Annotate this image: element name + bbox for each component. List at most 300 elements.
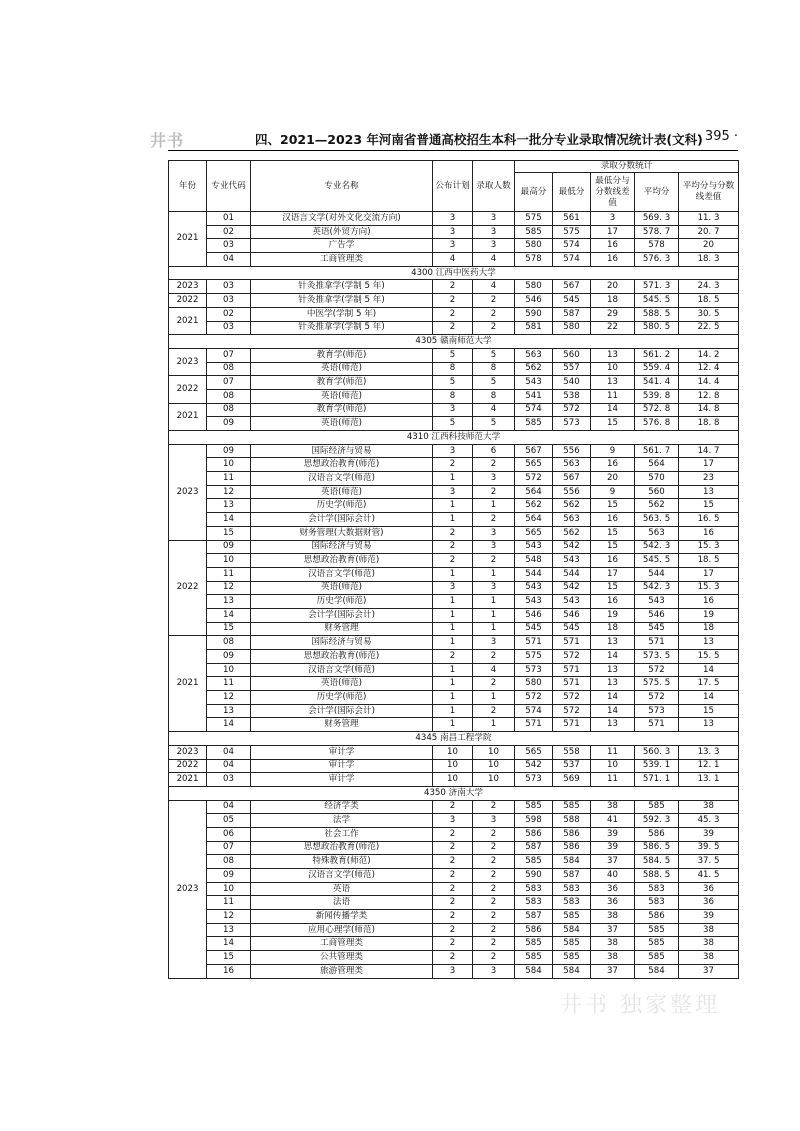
min-diff-cell: 11 — [591, 773, 635, 787]
avg-score-cell: 588. 5 — [635, 869, 679, 883]
max-score-cell: 586 — [515, 827, 553, 841]
major-name-cell: 社会工作 — [251, 827, 433, 841]
code-cell: 01 — [207, 212, 251, 226]
admitted-cell: 5 — [473, 348, 515, 362]
admitted-cell: 8 — [473, 389, 515, 403]
table-row — [169, 225, 739, 239]
max-score-cell: 598 — [515, 814, 553, 828]
year-cell: 2022 — [169, 759, 207, 773]
min-diff-cell: 16 — [591, 458, 635, 472]
major-name-cell: 审计学 — [251, 773, 433, 787]
avg-diff-cell: 14 — [679, 691, 739, 705]
avg-diff-cell: 41. 5 — [679, 869, 739, 883]
avg-score-cell: 585 — [635, 923, 679, 937]
min-diff-cell: 19 — [591, 608, 635, 622]
min-score-cell: 584 — [553, 923, 591, 937]
table-row — [169, 869, 739, 883]
header-name: 专业名称 — [251, 161, 433, 212]
major-name-cell: 中医学(学制 5 年) — [251, 307, 433, 321]
avg-diff-cell: 20 — [679, 239, 739, 253]
min-diff-cell: 29 — [591, 307, 635, 321]
major-name-cell: 汉语言文学(对外文化交流方向) — [251, 212, 433, 226]
max-score-cell: 587 — [515, 841, 553, 855]
max-score-cell: 543 — [515, 595, 553, 609]
max-score-cell: 562 — [515, 499, 553, 513]
code-cell: 09 — [207, 417, 251, 431]
table-row — [169, 663, 739, 677]
admitted-cell: 2 — [473, 321, 515, 335]
max-score-cell: 590 — [515, 869, 553, 883]
year-cell: 2021 — [169, 636, 207, 732]
school-row — [169, 786, 739, 800]
code-cell: 04 — [207, 759, 251, 773]
avg-diff-cell: 38 — [679, 937, 739, 951]
avg-score-cell: 563. 5 — [635, 513, 679, 527]
major-name-cell: 历史学(师范) — [251, 691, 433, 705]
table-row — [169, 540, 739, 554]
plan-cell: 1 — [433, 499, 473, 513]
min-diff-cell: 3 — [591, 212, 635, 226]
plan-cell: 2 — [433, 800, 473, 814]
table-row — [169, 951, 739, 965]
max-score-cell: 585 — [515, 951, 553, 965]
min-diff-cell: 38 — [591, 910, 635, 924]
min-diff-cell: 14 — [591, 650, 635, 664]
max-score-cell: 567 — [515, 444, 553, 458]
major-name-cell: 英语(师范) — [251, 362, 433, 376]
min-diff-cell: 18 — [591, 294, 635, 308]
table-row — [169, 882, 739, 896]
avg-diff-cell: 39 — [679, 910, 739, 924]
plan-cell: 3 — [433, 239, 473, 253]
major-name-cell: 应用心理学(师范) — [251, 923, 433, 937]
min-diff-cell: 13 — [591, 348, 635, 362]
min-diff-cell: 17 — [591, 225, 635, 239]
plan-cell: 1 — [433, 513, 473, 527]
avg-score-cell: 545. 5 — [635, 294, 679, 308]
plan-cell: 1 — [433, 691, 473, 705]
max-score-cell: 583 — [515, 882, 553, 896]
table-row — [169, 677, 739, 691]
avg-score-cell: 578 — [635, 239, 679, 253]
max-score-cell: 565 — [515, 458, 553, 472]
max-score-cell: 585 — [515, 225, 553, 239]
min-diff-cell: 16 — [591, 253, 635, 267]
code-cell: 07 — [207, 376, 251, 390]
max-score-cell: 578 — [515, 253, 553, 267]
plan-cell: 3 — [433, 485, 473, 499]
code-cell: 03 — [207, 773, 251, 787]
avg-score-cell: 545. 5 — [635, 554, 679, 568]
major-name-cell: 英语(师范) — [251, 485, 433, 499]
avg-score-cell: 583 — [635, 882, 679, 896]
major-name-cell: 国际经济与贸易 — [251, 636, 433, 650]
table-row — [169, 855, 739, 869]
max-score-cell: 585 — [515, 417, 553, 431]
min-score-cell: 584 — [553, 964, 591, 978]
min-score-cell: 543 — [553, 595, 591, 609]
plan-cell: 2 — [433, 855, 473, 869]
major-name-cell: 特殊教育(师范) — [251, 855, 433, 869]
school-row — [169, 732, 739, 746]
min-diff-cell: 15 — [591, 540, 635, 554]
table-row — [169, 472, 739, 486]
min-score-cell: 587 — [553, 869, 591, 883]
avg-score-cell: 545 — [635, 622, 679, 636]
min-diff-cell: 40 — [591, 869, 635, 883]
code-cell: 15 — [207, 622, 251, 636]
avg-diff-cell: 37 — [679, 964, 739, 978]
plan-cell: 10 — [433, 773, 473, 787]
admitted-cell: 2 — [473, 882, 515, 896]
code-cell: 06 — [207, 827, 251, 841]
admitted-cell: 3 — [473, 212, 515, 226]
max-score-cell: 546 — [515, 608, 553, 622]
min-score-cell: 571 — [553, 718, 591, 732]
header-plan: 公布计划 — [433, 161, 473, 212]
header-stats-group: 录取分数统计 — [515, 161, 739, 173]
table-row — [169, 841, 739, 855]
year-cell: 2021 — [169, 212, 207, 267]
table-row — [169, 691, 739, 705]
max-score-cell: 572 — [515, 472, 553, 486]
min-diff-cell: 13 — [591, 663, 635, 677]
code-cell: 10 — [207, 663, 251, 677]
plan-cell: 2 — [433, 951, 473, 965]
min-diff-cell: 20 — [591, 472, 635, 486]
avg-diff-cell: 36 — [679, 882, 739, 896]
admitted-cell: 3 — [473, 581, 515, 595]
avg-diff-cell: 17. 5 — [679, 677, 739, 691]
min-score-cell: 586 — [553, 841, 591, 855]
major-name-cell: 汉语言文学(师范) — [251, 472, 433, 486]
header-avg: 平均分 — [635, 173, 679, 212]
plan-cell: 5 — [433, 376, 473, 390]
avg-diff-cell: 14. 8 — [679, 403, 739, 417]
code-cell: 02 — [207, 307, 251, 321]
max-score-cell: 541 — [515, 389, 553, 403]
min-diff-cell: 37 — [591, 923, 635, 937]
admitted-cell: 10 — [473, 773, 515, 787]
admitted-cell: 3 — [473, 472, 515, 486]
min-score-cell: 542 — [553, 540, 591, 554]
min-score-cell: 572 — [553, 691, 591, 705]
admitted-cell: 3 — [473, 964, 515, 978]
admitted-cell: 1 — [473, 567, 515, 581]
min-diff-cell: 10 — [591, 759, 635, 773]
min-score-cell: 571 — [553, 663, 591, 677]
year-cell: 2021 — [169, 307, 207, 334]
code-cell: 14 — [207, 718, 251, 732]
admission-table — [168, 160, 739, 979]
min-diff-cell: 10 — [591, 362, 635, 376]
header-code: 专业代码 — [207, 161, 251, 212]
avg-diff-cell: 13 — [679, 485, 739, 499]
admitted-cell: 3 — [473, 814, 515, 828]
min-score-cell: 560 — [553, 348, 591, 362]
min-score-cell: 574 — [553, 239, 591, 253]
code-cell: 15 — [207, 526, 251, 540]
max-score-cell: 545 — [515, 622, 553, 636]
major-name-cell: 英语(师范) — [251, 581, 433, 595]
admitted-cell: 3 — [473, 225, 515, 239]
max-score-cell: 564 — [515, 485, 553, 499]
avg-score-cell: 586. 5 — [635, 841, 679, 855]
max-score-cell: 564 — [515, 513, 553, 527]
min-score-cell: 567 — [553, 280, 591, 294]
admitted-cell: 2 — [473, 869, 515, 883]
min-score-cell: 544 — [553, 567, 591, 581]
avg-score-cell: 564 — [635, 458, 679, 472]
major-name-cell: 工商管理类 — [251, 253, 433, 267]
avg-diff-cell: 12. 1 — [679, 759, 739, 773]
school-name: 4310 江西科技师范大学 — [169, 431, 739, 445]
major-name-cell: 思想政治教育(师范) — [251, 554, 433, 568]
code-cell: 07 — [207, 348, 251, 362]
table-row — [169, 554, 739, 568]
min-diff-cell: 13 — [591, 376, 635, 390]
header-rule — [168, 150, 738, 151]
max-score-cell: 574 — [515, 403, 553, 417]
table-header — [169, 161, 739, 212]
avg-diff-cell: 37. 5 — [679, 855, 739, 869]
admitted-cell: 2 — [473, 910, 515, 924]
major-name-cell: 思想政治教育(师范) — [251, 650, 433, 664]
code-cell: 13 — [207, 499, 251, 513]
min-score-cell: 574 — [553, 253, 591, 267]
major-name-cell: 审计学 — [251, 745, 433, 759]
min-diff-cell: 39 — [591, 827, 635, 841]
table-row — [169, 636, 739, 650]
school-row — [169, 431, 739, 445]
avg-score-cell: 576. 3 — [635, 253, 679, 267]
plan-cell: 3 — [433, 964, 473, 978]
admitted-cell: 2 — [473, 554, 515, 568]
plan-cell: 2 — [433, 294, 473, 308]
avg-diff-cell: 18 — [679, 622, 739, 636]
major-name-cell: 广告学 — [251, 239, 433, 253]
admitted-cell: 4 — [473, 403, 515, 417]
table-row — [169, 485, 739, 499]
plan-cell: 1 — [433, 567, 473, 581]
code-cell: 16 — [207, 964, 251, 978]
max-score-cell: 548 — [515, 554, 553, 568]
plan-cell: 2 — [433, 937, 473, 951]
admitted-cell: 5 — [473, 417, 515, 431]
admitted-cell: 4 — [473, 663, 515, 677]
max-score-cell: 575 — [515, 212, 553, 226]
avg-diff-cell: 36 — [679, 896, 739, 910]
major-name-cell: 历史学(师范) — [251, 499, 433, 513]
code-cell: 09 — [207, 540, 251, 554]
min-score-cell: 561 — [553, 212, 591, 226]
min-score-cell: 545 — [553, 294, 591, 308]
min-diff-cell: 37 — [591, 855, 635, 869]
code-cell: 12 — [207, 485, 251, 499]
min-score-cell: 575 — [553, 225, 591, 239]
max-score-cell: 571 — [515, 636, 553, 650]
min-score-cell: 542 — [553, 581, 591, 595]
avg-diff-cell: 20. 7 — [679, 225, 739, 239]
admitted-cell: 8 — [473, 362, 515, 376]
max-score-cell: 584 — [515, 964, 553, 978]
avg-diff-cell: 17 — [679, 567, 739, 581]
plan-cell: 3 — [433, 225, 473, 239]
major-name-cell: 财务管理 — [251, 622, 433, 636]
min-score-cell: 557 — [553, 362, 591, 376]
admitted-cell: 1 — [473, 608, 515, 622]
avg-diff-cell: 14. 2 — [679, 348, 739, 362]
admitted-cell: 2 — [473, 294, 515, 308]
plan-cell: 1 — [433, 595, 473, 609]
min-score-cell: 580 — [553, 321, 591, 335]
code-cell: 11 — [207, 567, 251, 581]
major-name-cell: 英语(师范) — [251, 677, 433, 691]
table-row — [169, 718, 739, 732]
major-name-cell: 汉语言文学(师范) — [251, 869, 433, 883]
avg-score-cell: 571 — [635, 636, 679, 650]
avg-diff-cell: 13 — [679, 718, 739, 732]
plan-cell: 3 — [433, 212, 473, 226]
code-cell: 15 — [207, 951, 251, 965]
min-diff-cell: 15 — [591, 581, 635, 595]
plan-cell: 8 — [433, 362, 473, 376]
admitted-cell: 3 — [473, 540, 515, 554]
table-row — [169, 280, 739, 294]
table-row — [169, 362, 739, 376]
min-diff-cell: 38 — [591, 800, 635, 814]
min-score-cell: 546 — [553, 608, 591, 622]
avg-score-cell: 571. 1 — [635, 773, 679, 787]
admitted-cell: 1 — [473, 595, 515, 609]
major-name-cell: 会计学(国际会计) — [251, 513, 433, 527]
page-header — [150, 128, 738, 150]
school-row — [169, 266, 739, 280]
avg-score-cell: 560. 3 — [635, 745, 679, 759]
code-cell: 11 — [207, 677, 251, 691]
avg-diff-cell: 30. 5 — [679, 307, 739, 321]
table-row — [169, 513, 739, 527]
min-score-cell: 537 — [553, 759, 591, 773]
min-diff-cell: 9 — [591, 444, 635, 458]
avg-diff-cell: 15 — [679, 499, 739, 513]
avg-diff-cell: 39 — [679, 827, 739, 841]
max-score-cell: 546 — [515, 294, 553, 308]
avg-score-cell: 580. 5 — [635, 321, 679, 335]
admitted-cell: 2 — [473, 841, 515, 855]
max-score-cell: 565 — [515, 526, 553, 540]
plan-cell: 2 — [433, 526, 473, 540]
admitted-cell: 2 — [473, 458, 515, 472]
table-row — [169, 773, 739, 787]
avg-score-cell: 559. 4 — [635, 362, 679, 376]
min-score-cell: 563 — [553, 513, 591, 527]
code-cell: 04 — [207, 800, 251, 814]
plan-cell: 1 — [433, 636, 473, 650]
admitted-cell: 2 — [473, 485, 515, 499]
code-cell: 12 — [207, 910, 251, 924]
avg-score-cell: 573 — [635, 704, 679, 718]
plan-cell: 2 — [433, 923, 473, 937]
admitted-cell: 10 — [473, 745, 515, 759]
min-score-cell: 545 — [553, 622, 591, 636]
min-score-cell: 563 — [553, 458, 591, 472]
min-score-cell: 572 — [553, 403, 591, 417]
min-diff-cell: 15 — [591, 417, 635, 431]
avg-score-cell: 561. 2 — [635, 348, 679, 362]
admitted-cell: 4 — [473, 253, 515, 267]
plan-cell: 4 — [433, 253, 473, 267]
avg-score-cell: 546 — [635, 608, 679, 622]
major-name-cell: 思想政治教育(师范) — [251, 841, 433, 855]
min-diff-cell: 17 — [591, 567, 635, 581]
admitted-cell: 2 — [473, 704, 515, 718]
min-diff-cell: 16 — [591, 595, 635, 609]
max-score-cell: 585 — [515, 800, 553, 814]
code-cell: 09 — [207, 444, 251, 458]
header-max: 最高分 — [515, 173, 553, 212]
admitted-cell: 1 — [473, 622, 515, 636]
min-score-cell: 583 — [553, 882, 591, 896]
table-row — [169, 964, 739, 978]
major-name-cell: 汉语言文学(师范) — [251, 567, 433, 581]
plan-cell: 2 — [433, 882, 473, 896]
min-score-cell: 587 — [553, 307, 591, 321]
table-row — [169, 389, 739, 403]
code-cell: 14 — [207, 513, 251, 527]
major-name-cell: 旅游管理类 — [251, 964, 433, 978]
plan-cell: 2 — [433, 827, 473, 841]
max-score-cell: 585 — [515, 937, 553, 951]
avg-score-cell: 586 — [635, 827, 679, 841]
max-score-cell: 580 — [515, 280, 553, 294]
min-diff-cell: 38 — [591, 937, 635, 951]
avg-score-cell: 584 — [635, 964, 679, 978]
page-number: · 395 · — [696, 129, 738, 144]
min-diff-cell: 14 — [591, 704, 635, 718]
avg-score-cell: 563 — [635, 526, 679, 540]
plan-cell: 1 — [433, 472, 473, 486]
min-diff-cell: 22 — [591, 321, 635, 335]
major-name-cell: 英语 — [251, 882, 433, 896]
code-cell: 12 — [207, 581, 251, 595]
min-diff-cell: 16 — [591, 513, 635, 527]
admitted-cell: 2 — [473, 677, 515, 691]
admitted-cell: 5 — [473, 376, 515, 390]
major-name-cell: 针灸推拿学(学制 5 年) — [251, 280, 433, 294]
major-name-cell: 公共管理类 — [251, 951, 433, 965]
major-name-cell: 工商管理类 — [251, 937, 433, 951]
major-name-cell: 财务管理 — [251, 718, 433, 732]
code-cell: 03 — [207, 239, 251, 253]
avg-score-cell: 592. 3 — [635, 814, 679, 828]
avg-score-cell: 573. 5 — [635, 650, 679, 664]
plan-cell: 2 — [433, 280, 473, 294]
min-diff-cell: 16 — [591, 554, 635, 568]
plan-cell: 10 — [433, 759, 473, 773]
plan-cell: 1 — [433, 718, 473, 732]
major-name-cell: 教育学(师范) — [251, 376, 433, 390]
max-score-cell: 583 — [515, 896, 553, 910]
table-row — [169, 800, 739, 814]
max-score-cell: 565 — [515, 745, 553, 759]
avg-diff-cell: 19 — [679, 608, 739, 622]
header-avg-diff: 平均分与分数线差值 — [679, 173, 739, 212]
admitted-cell: 6 — [473, 444, 515, 458]
max-score-cell: 580 — [515, 239, 553, 253]
major-name-cell: 国际经济与贸易 — [251, 540, 433, 554]
min-diff-cell: 20 — [591, 280, 635, 294]
